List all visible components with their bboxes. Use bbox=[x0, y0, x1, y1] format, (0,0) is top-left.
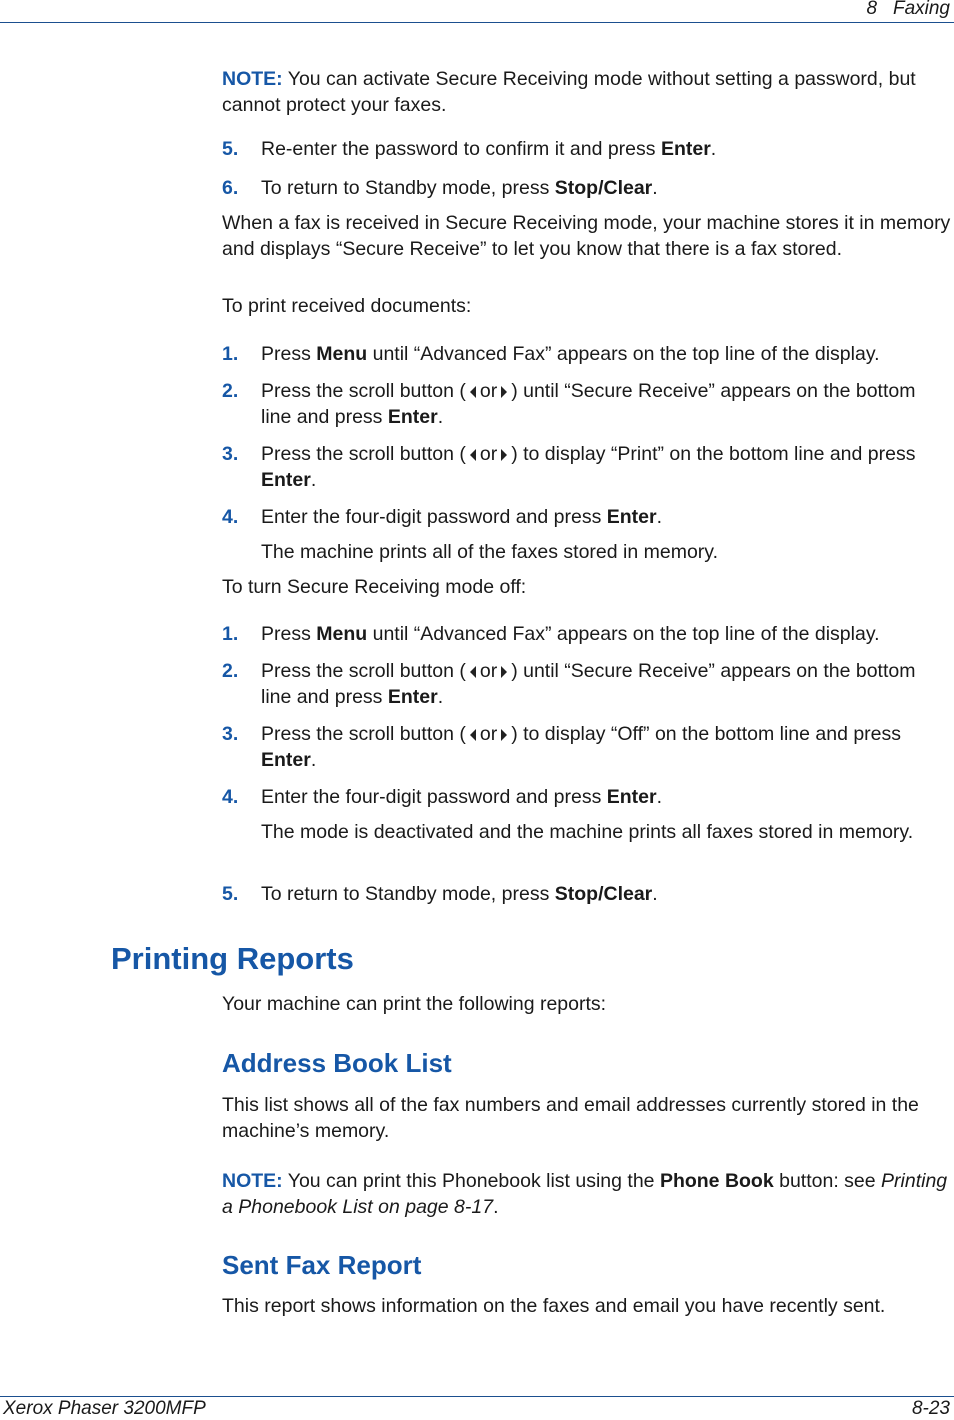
step-number: 1. bbox=[222, 343, 239, 365]
paragraph: Your machine can print the following reports: bbox=[222, 993, 607, 1015]
note-text: You can activate Secure Receiving mode without setting a password, but cannot protect your faxes. bbox=[222, 68, 916, 116]
section-title: Printing Reports bbox=[111, 941, 354, 976]
cross-reference-link[interactable]: Printing a Phonebook List on page 8-17 bbox=[222, 1170, 948, 1218]
step-result: The mode is deactivated and the machine prints all faxes stored in memory. bbox=[261, 821, 914, 843]
chapter-number: 8 bbox=[866, 0, 878, 19]
footer-page-number: 8-23 bbox=[911, 1398, 950, 1419]
step-number: 5. bbox=[222, 883, 239, 905]
footer-product: Xerox Phaser 3200MFP bbox=[3, 1398, 206, 1419]
arrow-right-icon bbox=[499, 385, 509, 399]
step-text: To return to Standby mode, press Stop/Clear. bbox=[261, 177, 658, 199]
step-number: 3. bbox=[222, 723, 239, 745]
chapter-title: Faxing bbox=[892, 0, 950, 19]
arrow-right-icon bbox=[499, 665, 509, 679]
step-number: 4. bbox=[222, 786, 239, 808]
footer-rule bbox=[0, 1396, 954, 1397]
subsection-title: Address Book List bbox=[222, 1048, 452, 1078]
step-text: Press the scroll button ( or ) to display “Print” on the bottom line and press Enter. bbox=[261, 443, 916, 491]
step-text: Press Menu until “Advanced Fax” appears on the top line of the display. bbox=[261, 343, 880, 365]
arrow-left-icon bbox=[468, 728, 478, 742]
paragraph: To turn Secure Receiving mode off: bbox=[222, 576, 527, 598]
step-text: Press the scroll button ( or ) until “Secure Receive” appears on the bottom line and press Enter. bbox=[261, 380, 916, 428]
running-header bbox=[867, 0, 950, 20]
step-number: 2. bbox=[222, 660, 239, 682]
arrow-left-icon bbox=[468, 665, 478, 679]
note-label: NOTE: bbox=[222, 1170, 283, 1192]
paragraph: When a fax is received in Secure Receiving mode, your machine stores it in memory and displays “Secure Receive” to let you know that there is a fax stored. bbox=[222, 212, 951, 260]
subsection-title: Sent Fax Report bbox=[222, 1250, 422, 1280]
step-number: 6. bbox=[222, 177, 239, 199]
step-text: Press the scroll button ( or ) to display “Off” on the bottom line and press Enter. bbox=[261, 723, 902, 771]
step-text: Press Menu until “Advanced Fax” appears on the top line of the display. bbox=[261, 623, 880, 645]
paragraph: To print received documents: bbox=[222, 295, 472, 317]
step-text: Enter the four-digit password and press Enter. bbox=[261, 506, 663, 528]
paragraph: This list shows all of the fax numbers and email addresses currently stored in the machine’s memory. bbox=[222, 1094, 919, 1142]
step-number: 1. bbox=[222, 623, 239, 645]
step-number: 5. bbox=[222, 138, 239, 160]
step-text: Re-enter the password to confirm it and press Enter. bbox=[261, 138, 717, 160]
arrow-right-icon bbox=[499, 448, 509, 462]
step-text: Press the scroll button ( or ) until “Secure Receive” appears on the bottom line and press Enter. bbox=[261, 660, 916, 708]
arrow-right-icon bbox=[499, 728, 509, 742]
note-secure-receive bbox=[222, 66, 952, 118]
step-number: 2. bbox=[222, 380, 239, 402]
header-rule bbox=[0, 22, 954, 23]
note-phonebook: NOTE: You can print this Phonebook list using the Phone Book button: see Printing a Phonebook List on page 8-17. bbox=[222, 1170, 948, 1218]
step-text: To return to Standby mode, press Stop/Clear. bbox=[261, 883, 658, 905]
note-label: NOTE: bbox=[222, 68, 283, 90]
arrow-left-icon bbox=[468, 448, 478, 462]
step-number: 3. bbox=[222, 443, 239, 465]
paragraph: This report shows information on the faxes and email you have recently sent. bbox=[222, 1295, 886, 1317]
arrow-left-icon bbox=[468, 385, 478, 399]
step-text: Enter the four-digit password and press Enter. bbox=[261, 786, 663, 808]
step-number: 4. bbox=[222, 506, 239, 528]
step-result: The machine prints all of the faxes stored in memory. bbox=[261, 541, 719, 563]
